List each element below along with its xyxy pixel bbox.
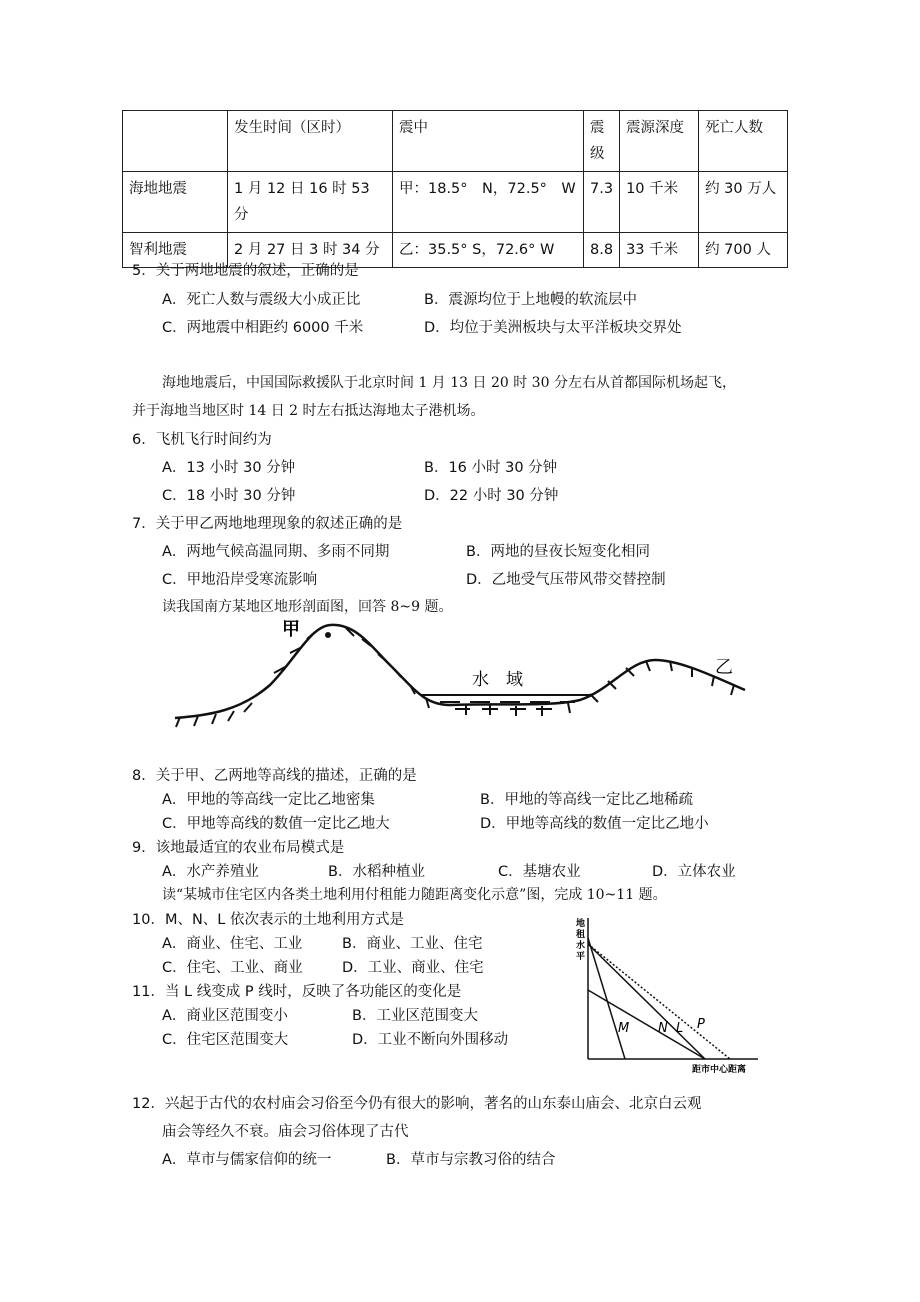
q7-option-b: B．两地的昼夜长短变化相同: [466, 544, 650, 560]
yi-label: 乙: [715, 657, 733, 678]
line-L: [588, 944, 705, 1059]
q11-option-c: C．住宅区范围变大: [162, 1032, 289, 1048]
passage-line: 海地地震后，中国国际救援队于北京时间 1 月 13 日 20 时 30 分左右从首都国际机场起飞，: [162, 375, 736, 391]
q10-stem: 10．M、N、L 依次表示的土地利用方式是: [132, 912, 404, 928]
table-cell: 7.3: [584, 172, 620, 233]
q9-option-d: D．立体农业: [652, 864, 736, 880]
terrain-profile-diagram: [170, 615, 780, 740]
table-cell: 2 月 27 日 3 时 34 分: [228, 233, 393, 268]
q11-stem: 11．当 L 线变成 P 线时，反映了各功能区的变化是: [132, 984, 462, 1000]
q9-option-c: C．基塘农业: [498, 864, 581, 880]
q11-option-b: B．工业区范围变大: [352, 1008, 478, 1024]
y-axis-label-char-3: 水: [576, 941, 586, 951]
table-cell: 智利地震: [123, 233, 228, 268]
q9-option-b: B．水稻种植业: [328, 864, 425, 880]
q10-option-c: C．住宅、工业、商业: [162, 960, 303, 976]
q5-stem: 5．关于两地地震的叙述，正确的是: [132, 263, 359, 279]
q6-option-b: B．16 小时 30 分钟: [424, 460, 558, 476]
table-cell: 8.8: [584, 233, 620, 268]
water-surface: [420, 695, 590, 709]
label-L: L: [676, 1021, 684, 1036]
q5-option-a: A．死亡人数与震级大小成正比: [162, 292, 361, 308]
water-label: 水 域: [472, 670, 523, 690]
q10-option-b: B．商业、工业、住宅: [342, 936, 483, 952]
q7-option-a: A．两地气候高温同期、多雨不同期: [162, 544, 390, 560]
table-header-cell: 震源深度: [620, 111, 699, 172]
q8-option-c: C．甲地等高线的数值一定比乙地大: [162, 816, 390, 832]
q11-option-a: A．商业区范围变小: [162, 1008, 288, 1024]
table-cell: 1 月 12 日 16 时 53 分: [228, 172, 393, 233]
q9-stem: 9．该地最适宜的农业布局模式是: [132, 840, 345, 856]
q10-option-a: A．商业、住宅、工业: [162, 936, 303, 952]
q5-option-c: C．两地震中相距约 6000 千米: [162, 320, 364, 336]
jia-label: 甲: [282, 619, 300, 640]
q6-option-d: D．22 小时 30 分钟: [424, 488, 559, 504]
table-cell: 约 30 万人: [699, 172, 788, 233]
table-header-cell: 发生时间（区时）: [228, 111, 393, 172]
x-axis-label: 距市中心距离: [692, 1065, 747, 1075]
slope-hatching: [176, 628, 734, 727]
jia-point-marker: [325, 632, 331, 638]
line-P: [588, 944, 730, 1059]
y-axis-label-char-4: 平: [576, 952, 586, 962]
label-M: M: [618, 1021, 630, 1036]
q10-option-d: D．工业、商业、住宅: [342, 960, 484, 976]
q7-option-c: C．甲地沿岸受寒流影响: [162, 572, 318, 588]
q5-option-d: D．均位于美洲板块与太平洋板块交界处: [424, 320, 682, 336]
q6-option-a: A．13 小时 30 分钟: [162, 460, 296, 476]
q8-stem: 8．关于甲、乙两地等高线的描述，正确的是: [132, 768, 417, 784]
q6-option-c: C．18 小时 30 分钟: [162, 488, 296, 504]
q8-option-a: A．甲地的等高线一定比乙地密集: [162, 792, 375, 808]
q5-option-b: B．震源均位于上地幔的软流层中: [424, 292, 637, 308]
table-header-cell: [123, 111, 228, 172]
passage-line: 并于海地当地区时 14 日 2 时左右抵达海地太子港机场。: [132, 403, 485, 419]
q8-option-d: D．甲地等高线的数值一定比乙地小: [480, 816, 709, 832]
earthquake-table: [122, 110, 788, 268]
intro-8-9: 读我国南方某地区地形剖面图，回答 8~9 题。: [162, 599, 453, 615]
q6-stem: 6．飞机飞行时间约为: [132, 432, 272, 448]
q12-stem-cont: 庙会等经久不衰。庙会习俗体现了古代: [162, 1124, 409, 1140]
q11-option-d: D．工业不断向外围移动: [352, 1032, 509, 1048]
q12-option-b: B．草市与宗教习俗的结合: [386, 1152, 556, 1168]
q9-option-a: A．水产养殖业: [162, 864, 259, 880]
table-row: [123, 172, 788, 233]
land-rent-chart: [570, 910, 770, 1078]
table-header-row: [123, 111, 788, 172]
y-axis-label-char-2: 租: [576, 930, 586, 940]
q7-option-d: D．乙地受气压带风带交替控制: [466, 572, 666, 588]
y-axis-label: [576, 917, 588, 962]
table-cell: 乙：35.5° S，72.6° W: [393, 233, 584, 268]
q7-stem: 7．关于甲乙两地地理现象的叙述正确的是: [132, 516, 403, 532]
q12-stem: 12．兴起于古代的农村庙会习俗至今仍有很大的影响，著名的山东泰山庙会、北京白云观: [132, 1096, 702, 1112]
line-M: [588, 938, 625, 1059]
table-cell: 10 千米: [620, 172, 699, 233]
q8-option-b: B．甲地的等高线一定比乙地稀疏: [480, 792, 693, 808]
table-header-cell: 死亡人数: [699, 111, 788, 172]
table-header-cell: 震级: [584, 111, 620, 172]
y-axis-label-char-1: 地: [576, 919, 586, 929]
label-P: P: [697, 1017, 705, 1032]
table-header-cell: 震中: [393, 111, 584, 172]
intro-10-11: 读“某城市住宅区内各类土地利用付租能力随距离变化示意”图，完成 10~11 题。: [162, 887, 667, 903]
terrain-profile-line: [175, 625, 745, 718]
table-cell: 约 700 人: [699, 233, 788, 268]
q12-option-a: A．草市与儒家信仰的统一: [162, 1152, 332, 1168]
table-cell: 甲：18.5° N，72.5° W: [393, 172, 584, 233]
line-N: [588, 990, 705, 1059]
table-cell: 海地地震: [123, 172, 228, 233]
label-N: N: [658, 1021, 668, 1036]
table-cell: 33 千米: [620, 233, 699, 268]
